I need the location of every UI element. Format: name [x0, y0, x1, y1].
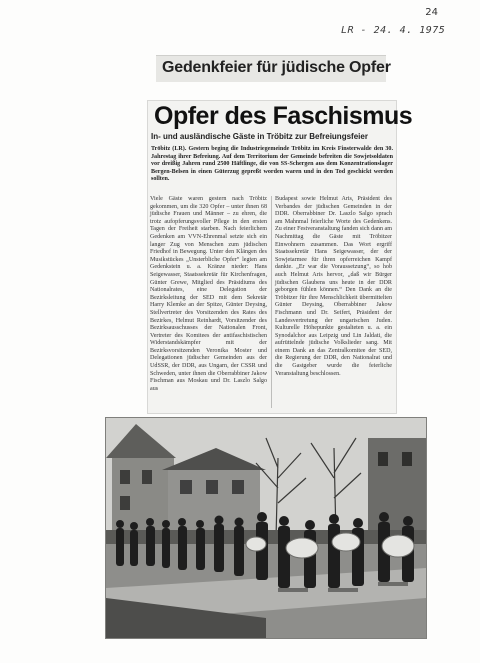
house-window — [232, 480, 244, 494]
house-window — [142, 470, 152, 484]
article-column-right: Budapest sowie Helmut Aris, Präsident des Verbandes der jüdischen Gemeinden in der DDR. Oberrabbiner Dr. Laszlo Salgo sprach am Mahnmal feierliche Worte des Gedenkens. Zu einer Festveranstaltung fanden sich dann am Nachmittag die Gäste mit Tröbitzer Einwohnern zusammen. Das Wort ergriff Staatssekretär Hans Seigewasser, der der Sowjetarmee für ihren opferreichen Kampf dankte. „Er war die Voraussetzung“, so hob auch Helmut Aris hervor, „daß wir Bürger jüdischen Glaubens uns heute in der DDR geborgen fühlen können.“ Den Dank an die Tröbitzer für ihre Menschlichkeit übermittelten Günter Deysing, Oberrabbiner Jakow Fischmann und Dr. Seifert, Präsident der Landesvertretung der ungarischen Juden. Kulturelle Höhepunkte gestalteten u. a. ein Synodalchor aus Leipzig und Lin Jaldati, die aufrüttelnde jüdische Volkslieder sang. Mit einem Dank an das Zentralkomitee der SED, die Regierung der DDR, den Nationalrat und die Gastgeber wurde die feierliche Veranstaltung beschlossen. — [275, 196, 392, 377]
handwritten-date: LR - 24. 4. 1975 — [341, 25, 446, 36]
article-headline: Opfer des Faschismus — [154, 102, 413, 130]
house-window — [120, 496, 130, 510]
house-window — [180, 480, 192, 494]
house-window — [120, 470, 130, 484]
page-number: 24 — [425, 7, 438, 18]
house-window — [206, 480, 218, 494]
section-label-text: Gedenkfeier für jüdische Opfer — [162, 59, 391, 76]
column-divider — [271, 196, 272, 408]
article-lead: Tröbitz (LR). Gestern beging die Industriegemeinde Tröbitz im Kreis Finsterwalde den 30. Jahrestag ihrer Befreiung. Auf dem Territorium der Gemeinde befreiten die Sowjetsoldaten vor dreißig Jahren rund 2500 Häftlinge, die von SS-Schergen aus dem Konzentrationslager Bergen-Belsen in einen Güterzug gepreßt worden waren und in den Tod geschickt werden sollten. — [151, 146, 393, 183]
procession-photo — [106, 418, 426, 638]
house-window — [402, 452, 412, 466]
house-window — [378, 452, 388, 466]
section-label — [156, 55, 391, 82]
procession-photo-icon — [106, 418, 426, 638]
article-subheadline: In- und ausländische Gäste in Tröbitz zur Befreiungsfeier — [151, 132, 368, 141]
house-wall — [368, 438, 426, 538]
newspaper-clipping — [148, 101, 413, 413]
article-column-left: Viele Gäste waren gestern nach Tröbitz gekommen, um die 320 Opfer – unter ihnen 68 jüdische Frauen und Männer – zu ehren, die trotz aufopferungsvoller Pflege in den ersten Tagen der Freiheit starben. Nach feierlichem Gedenken am VVN-Ehrenmal setzte sich ein langer Zug von Menschen zum jüdischen Friedhof in Bewegung. Unter den Klängen des Musikstückes „Unsterbliche Opfer“ legten am Gedenkstein u. a. Kränze nieder: Hans Seigewasser, Staatssekretär für Kirchenfragen, Günter Grewe, Mitglied des Präsidiums des Nationalrates, eine Delegation der Bezirksleitung der SED mit dem Sekretär Harry Klemke an der Spitze, Günter Deysing, Stellvertreter des Vorsitzenden des Rates des Bezirkes, Helmut Reinhardt, Vorsitzender des Bezirksausschusses der Nationalen Front, Vertreter des Komitees der antifaschistischen Widerstandskämpfer mit der Bezirksvorsitzenden Veronika Moster und Delegationen jüdischer Gemeinden aus der UdSSR, der DDR, aus Ungarn, der CSSR und Schweden, unter ihnen die Oberrabbiner Jakow Fischman aus Moskau und Dr. Laszlo Salgo aus — [150, 196, 267, 392]
